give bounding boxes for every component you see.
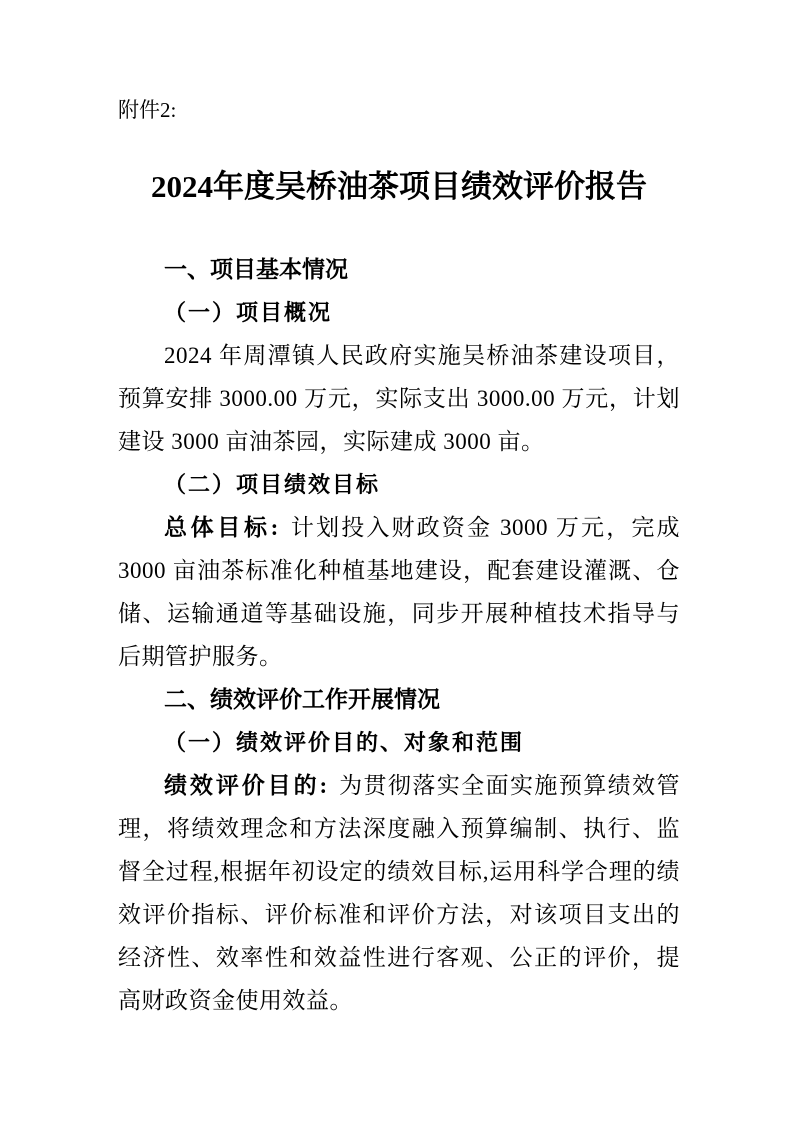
subsection-heading-project-overview: （一）项目概况: [164, 300, 333, 325]
paragraph-text-overall-goal: 计划投入财政资金 3000 万元，完成 3000 亩油茶标准化种植基地建设，配套建设灌溉、仓储、运输通道等基础设施，同步开展种植技术指导与后期管护服务。: [118, 515, 680, 669]
subsection-heading-performance-goals: （二）项目绩效目标: [164, 472, 381, 497]
paragraph-lead-overall-goal: 总体目标:: [164, 515, 281, 540]
paragraph-project-overview: 2024 年周潭镇人民政府实施吴桥油茶建设项目，预算安排 3000.00 万元，实际支出 3000.00 万元，计划建设 3000 亩油茶园，实际建成 3000 亩。: [118, 343, 680, 454]
paragraph-lead-evaluation-purpose: 绩效评价目的:: [164, 773, 330, 798]
attachment-label: 附件2:: [118, 98, 177, 122]
document-title: 2024年度吴桥油茶项目绩效评价报告: [151, 169, 647, 204]
section-heading-project-basic-info: 一、项目基本情况: [164, 256, 348, 282]
paragraph-evaluation-purpose: [118, 764, 680, 1022]
section-heading-evaluation-work: 二、绩效评价工作开展情况: [164, 686, 440, 712]
paragraph-text-evaluation-purpose: 为贯彻落实全面实施预算绩效管理，将绩效理念和方法深度融入预算编制、执行、监督全过程,根据年初设定的绩效目标,运用科学合理的绩效评价指标、评价标准和评价方法，对该项目支出的经济性、效率性和效益性进行客观、公正的评价，提高财政资金使用效益。: [118, 773, 681, 1013]
paragraph-overall-goal: [118, 506, 680, 678]
subsection-heading-evaluation-purpose-scope: （一）绩效评价目的、对象和范围: [164, 730, 525, 755]
